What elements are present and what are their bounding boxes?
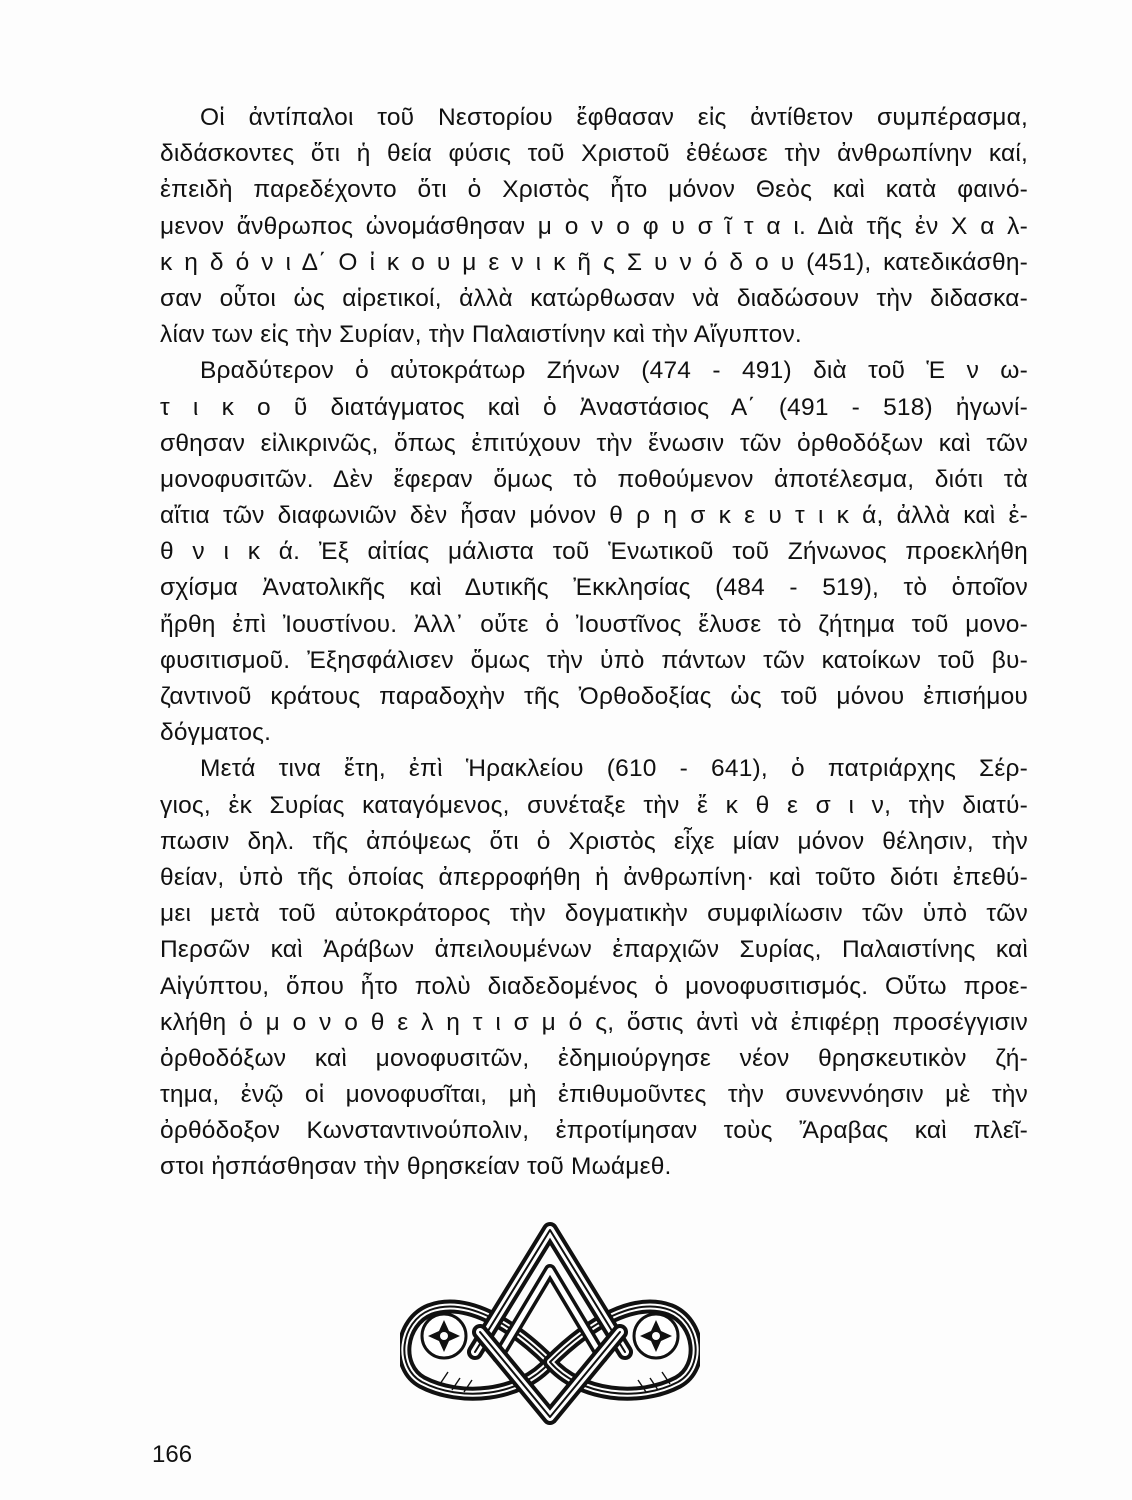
text-line: ἤρθη ἐπὶ Ἰουστίνου. Ἀλλ᾽ οὔτε ὁ Ἰουστῖνος ἔλυσε τὸ ζήτημα τοῦ μονο- [160, 610, 1028, 638]
text-line: μονοφυσιτῶν. Δὲν ἔφεραν ὅμως τὸ ποθούμενον ἀποτέλεσμα, διότι τὰ [160, 465, 1028, 493]
page-number: 166 [152, 1441, 193, 1468]
text-line: τημα, ἐνῷ οἱ μονοφυσῖται, μὴ ἐπιθυμοῦντες τὴν συνεννόησιν μὲ τὴν [160, 1081, 1028, 1109]
text-line: Περσῶν καὶ Ἀράβων ἀπειλουμένων ἐπαρχιῶν Συρίας, Παλαιστίνης καὶ [160, 936, 1028, 964]
text-line: σαν οὗτοι ὡς αἱρετικοί, ἀλλὰ κατώρθωσαν νὰ διαδώσουν τὴν διδασκα- [160, 284, 1028, 312]
text-line: δόγματος. [160, 719, 272, 747]
text-line: θείαν, ὑπὸ τῆς ὁποίας ἀπερροφήθη ἡ ἀνθρωπίνη· καὶ τοῦτο διότι ἐπεθύ- [160, 863, 1028, 891]
text-line: Βραδύτερον ὁ αὐτοκράτωρ Ζήνων (474 - 491) διὰ τοῦ Ἑ ν ω- [200, 357, 1028, 385]
text-line: Οἱ ἀντίπαλοι τοῦ Νεστορίου ἔφθασαν εἰς ἀντίθετον συμπέρασμα, [200, 104, 1028, 131]
text-line: πωσιν δηλ. τῆς ἀπόψεως ὅτι ὁ Χριστὸς εἶχε μίαν μόνον θέλησιν, τὴν [160, 827, 1028, 855]
text-line: ἐπειδὴ παρεδέχοντο ὅτι ὁ Χριστὸς ἦτο μόνον Θεὸς καὶ κατὰ φαινό- [160, 176, 1028, 204]
text-line: μενον ἄνθρωπος ὠνομάσθησαν μ ο ν ο φ υ σ ῖ τ α ι. Διὰ τῆς ἐν Χ α λ- [160, 212, 1028, 240]
text-line: σθησαν εἰλικρινῶς, ὅπως ἐπιτύχουν τὴν ἕνωσιν τῶν ὀρθοδόξων καὶ τῶν [160, 429, 1028, 457]
text-line: Μετά τινα ἔτη, ἐπὶ Ἡρακλείου (610 - 641), ὁ πατριάρχης Σέρ- [200, 755, 1028, 783]
text-line: στοι ἠσπάσθησαν τὴν θρησκείαν τοῦ Μωάμεθ. [160, 1153, 672, 1181]
text-line: κ η δ ό ν ι Δ΄ Ο ἰ κ ο υ μ ε ν ι κ ῆ ς Σ υ ν ό δ ο υ (451), κατεδικάσθη- [160, 248, 1028, 276]
knot-ornament-icon [400, 1212, 700, 1432]
text-line: σχίσμα Ἀνατολικῆς καὶ Δυτικῆς Ἐκκλησίας (484 - 519), τὸ ὁποῖον [160, 574, 1028, 602]
text-line: λίαν των εἰς τὴν Συρίαν, τὴν Παλαιστίνην καὶ τὴν Αἴγυπτον. [160, 321, 802, 349]
text-line: αἴτια τῶν διαφωνιῶν δὲν ἦσαν μόνον θ ρ η σ κ ε υ τ ι κ ά, ἀλλὰ καὶ ἐ- [160, 502, 1028, 530]
text-line: ὀρθόδοξον Κωνσταντινούπολιν, ἐπροτίμησαν τοὺς Ἄραβας καὶ πλεῖ- [160, 1117, 1028, 1145]
text-line: ὀρθοδόξων καὶ μονοφυσιτῶν, ἐδημιούργησε νέον θρησκευτικὸν ζή- [160, 1044, 1028, 1072]
text-line: φυσιτισμοῦ. Ἐξησφάλισεν ὅμως τὴν ὑπὸ πάντων τῶν κατοίκων τοῦ βυ- [160, 646, 1028, 674]
text-line: Αἰγύπτου, ὅπου ἦτο πολὺ διαδεδομένος ὁ μονοφυσιτισμός. Οὕτω προε- [160, 972, 1028, 1000]
text-line: κλήθη ὁ μ ο ν ο θ ε λ η τ ι σ μ ό ς, ὅστις ἀντὶ νὰ ἐπιφέρῃ προσέγγισιν [160, 1008, 1028, 1036]
text-line: ζαντινοῦ κράτους παραδοχὴν τῆς Ὀρθοδοξίας ὡς τοῦ μόνου ἐπισήμου [160, 683, 1028, 710]
text-line: τ ι κ ο ῦ διατάγματος καὶ ὁ Ἀναστάσιος Α΄ (491 - 518) ἠγωνί- [160, 393, 1028, 421]
text-line: διδάσκοντες ὅτι ἡ θεία φύσις τοῦ Χριστοῦ ἐθέωσε τὴν ἀνθρωπίνην καί, [160, 140, 1028, 168]
body-text [160, 100, 1028, 1186]
text-line: γιος, ἐκ Συρίας καταγόμενος, συνέταξε τὴν ἔ κ θ ε σ ι ν, τὴν διατύ- [160, 791, 1028, 819]
text-line: θ ν ι κ ά. Ἐξ αἰτίας μάλιστα τοῦ Ἑνωτικοῦ τοῦ Ζήνωνος προεκλήθη [160, 538, 1028, 566]
text-line: μει μετὰ τοῦ αὐτοκράτορος τὴν δογματικὴν συμφιλίωσιν τῶν ὑπὸ τῶν [160, 900, 1028, 928]
